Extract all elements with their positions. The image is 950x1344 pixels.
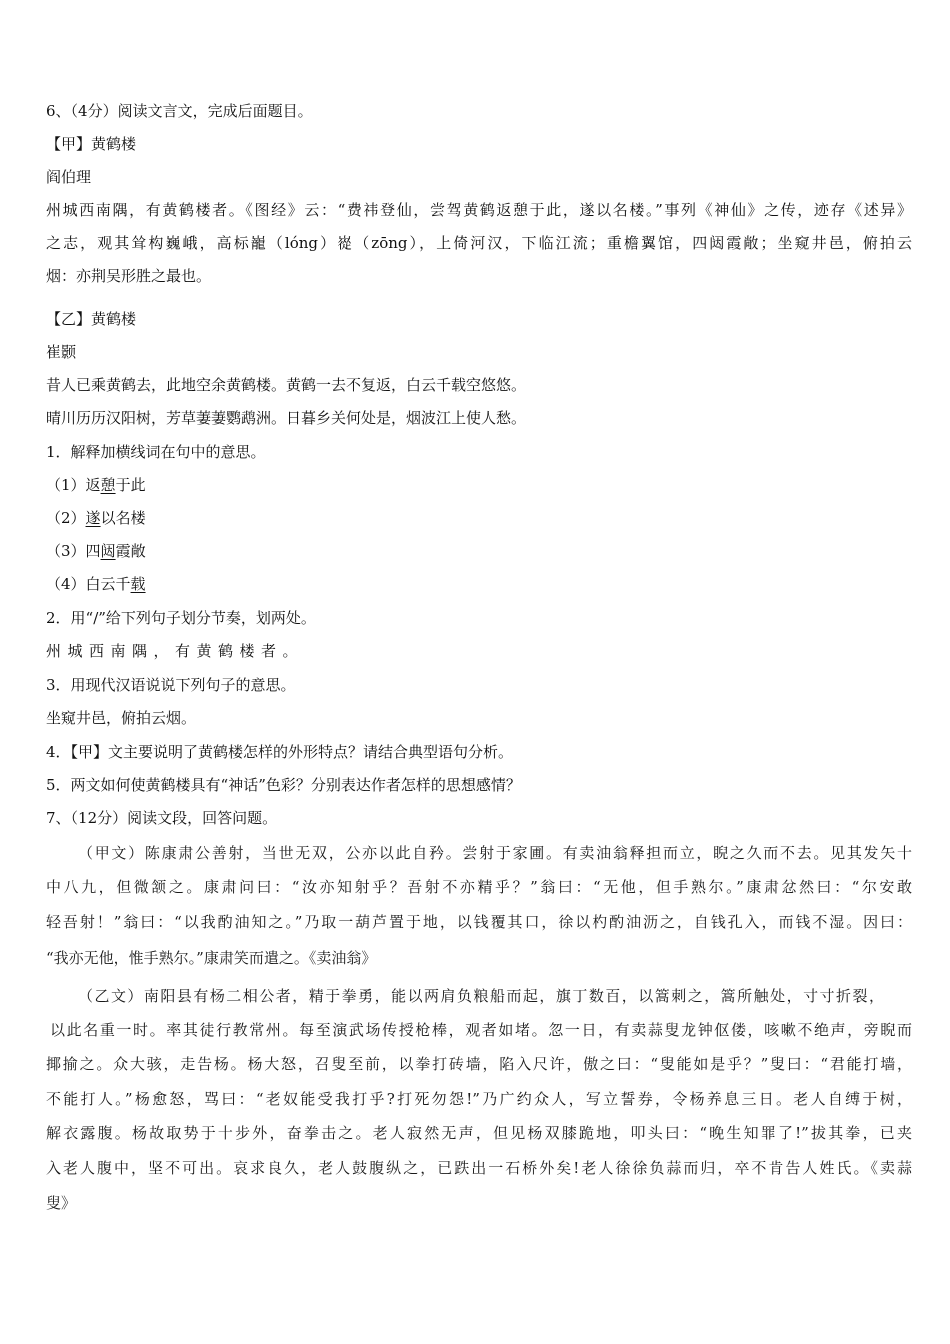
q6-sub1-item: （1）返憩于此 — [46, 476, 146, 494]
underlined-word: 闼 — [100, 542, 116, 560]
q6-yi-poem-line-2: 晴川历历汉阳树，芳草萋萋鹦鹉洲。日暮乡关何处是，烟波江上使人愁。 — [46, 409, 527, 427]
q6-sub1-prompt: 1．解释加横线词在句中的意思。 — [46, 443, 266, 461]
q6-jia-title: 【甲】黄鹤楼 — [46, 135, 137, 153]
q6-jia-text-line-1: 州城西南隅，有黄鹤楼者。《图经》云：“费祎登仙，尝驾黄鹤返憩于此，遂以名楼。”事列《神仙》之传，迹存《述异》 — [46, 201, 912, 219]
underlined-word: 载 — [130, 575, 146, 593]
q6-sub1-item: （4）白云千载 — [46, 575, 146, 593]
q6-sub5-prompt: 5．两文如何使黄鹤楼具有“神话”色彩？分别表达作者怎样的思想感情？ — [46, 776, 521, 794]
q7-yi-line-5: 解衣露腹。杨故取势于十步外，奋拳击之。老人寂然无声，但见杨双膝跪地，叩头曰：“晚生知罪了!”拔其拳，已夹 — [46, 1124, 912, 1142]
q6-yi-author: 崔颢 — [46, 343, 77, 361]
q6-sub4-prompt: 4．【甲】文主要说明了黄鹤楼怎样的外形特点？请结合典型语句分析。 — [46, 743, 514, 761]
underlined-word: 遂 — [85, 509, 101, 527]
q7-yi-line-3: 揶揄之。众大骇，走告杨。杨大怒，召叟至前，以拳打砖墙，陷入尺许，傲之曰：“叟能如是乎？”叟曰：“君能打墙， — [46, 1055, 912, 1073]
q7-yi-line-2: 以此名重一时。率其徒行教常州。每至演武场传授枪棒，观者如堵。忽一日，有卖蒜叟龙钟伛偻，咳嗽不绝声，旁睨而 — [50, 1021, 912, 1039]
q6-jia-text-line-3: 烟：亦荆吴形胜之最也。 — [46, 267, 212, 285]
q7-yi-line-1: （乙文）南阳县有杨二相公者，精于拳勇，能以两肩负粮船而起，旗丁数百，以篙刺之，篙所触处，寸寸折裂， — [78, 987, 884, 1005]
q6-sub3-sentence: 坐窥井邑，俯拍云烟。 — [46, 709, 197, 727]
q6-jia-text-line-2: 之志，观其耸构巍峨，高标巃（lóng）嵸（zōng），上倚河汉，下临江流；重檐翼馆，四闼霞敞；坐窥井邑，俯拍云 — [46, 234, 912, 252]
q6-jia-author: 阎伯理 — [46, 168, 92, 186]
q6-sub3-prompt: 3．用现代汉语说说下列句子的意思。 — [46, 676, 296, 694]
q6-header: 6、（4分）阅读文言文，完成后面题目。 — [46, 102, 313, 120]
underlined-word: 憩 — [100, 476, 116, 494]
q7-jia-line-3: 轻吾射！”翁曰：“以我酌油知之。”乃取一葫芦置于地，以钱覆其口，徐以杓酌油沥之，自钱孔入，而钱不湿。因曰： — [46, 913, 912, 931]
q7-jia-line-2: 中八九，但微颔之。康肃问曰：“汝亦知射乎？吾射不亦精乎？”翁曰：“无他，但手熟尔。”康肃忿然曰：“尔安敢 — [46, 878, 912, 896]
q7-jia-line-1: （甲文）陈康肃公善射，当世无双，公亦以此自矜。尝射于家圃。有卖油翁释担而立，睨之久而不去。见其发矢十 — [78, 844, 912, 862]
q7-jia-line-4: “我亦无他，惟手熟尔。”康肃笑而遣之。《卖油翁》 — [46, 949, 377, 967]
q6-sub1-item: （2）遂以名楼 — [46, 509, 146, 527]
q6-sub2-prompt: 2．用“/”给下列句子划分节奏，划两处。 — [46, 609, 316, 627]
q7-yi-line-4: 不能打人。”杨愈怒，骂曰：“老奴能受我打乎?打死勿怨!”乃广约众人，写立誓券，令杨养息三日。老人自缚于树， — [46, 1090, 912, 1108]
q7-yi-line-7: 叟》 — [46, 1194, 77, 1212]
q7-header: 7、（12分）阅读文段，回答问题。 — [46, 809, 278, 827]
q6-yi-title: 【乙】黄鹤楼 — [46, 310, 137, 328]
q6-sub1-item: （3）四闼霞敞 — [46, 542, 146, 560]
q7-yi-line-6: 入老人腹中，坚不可出。哀求良久，老人鼓腹纵之，已跌出一石桥外矣!老人徐徐负蒜而归，卒不肯告人姓氏。《卖蒜 — [46, 1159, 912, 1177]
q6-sub2-sentence: 州城西南隅，有黄鹤楼者。 — [46, 642, 305, 660]
q6-yi-poem-line-1: 昔人已乘黄鹤去，此地空余黄鹤楼。黄鹤一去不复返，白云千载空悠悠。 — [46, 376, 527, 394]
